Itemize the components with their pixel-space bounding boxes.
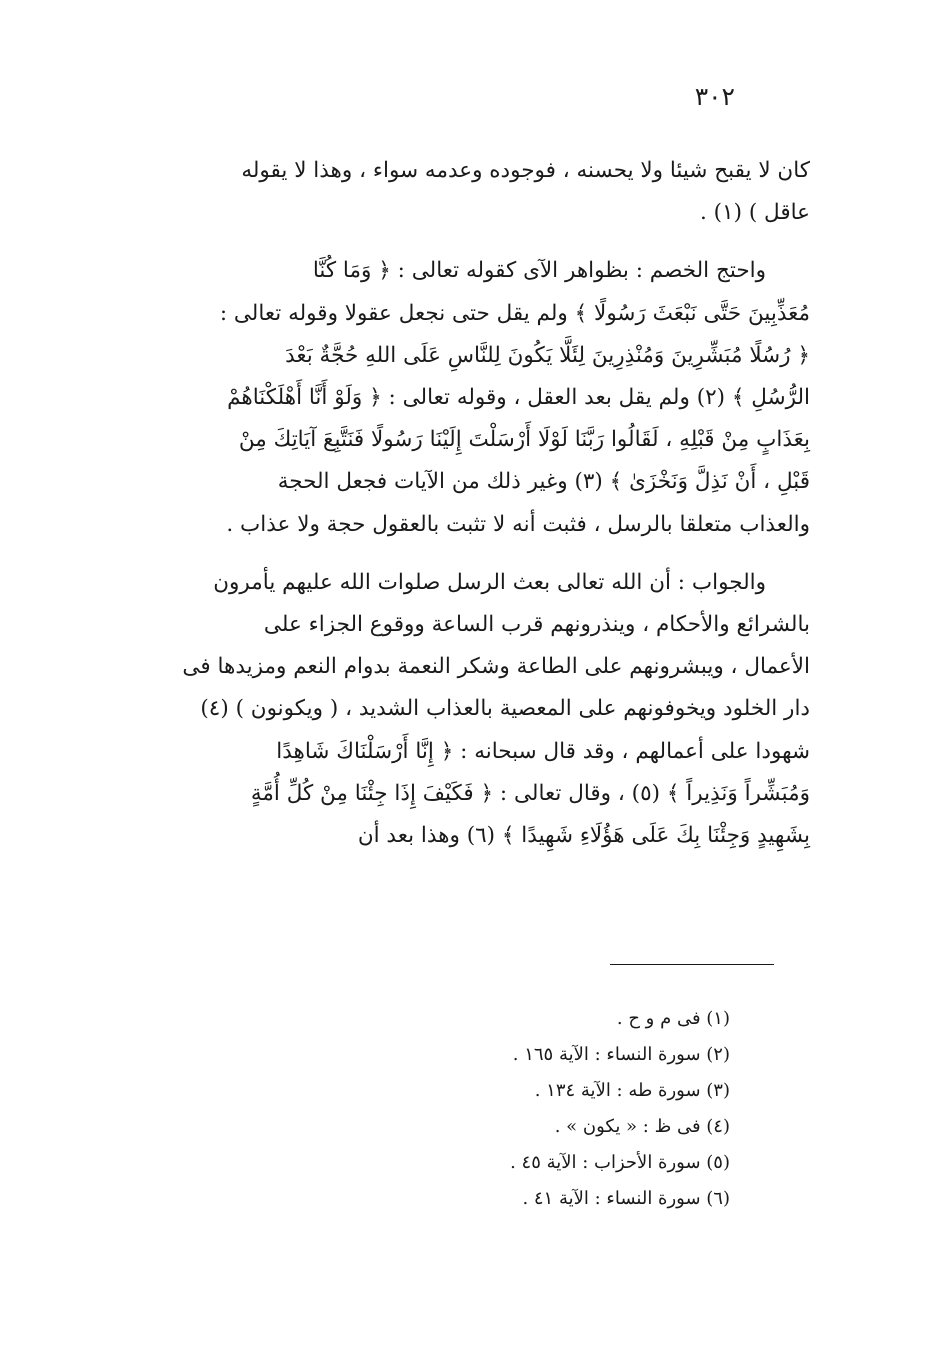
paragraph-3 [130,562,810,857]
text-line: الأعمال ، ويبشرونهم على الطاعة وشكر النعمة بدوام النعم ومزيدها فى [182,654,810,680]
footnote-2: (٢) سورة النساء : الآية ١٦٥ . [512,1044,730,1065]
footnote-5: (٥) سورة الأحزاب : الآية ٤٥ . [510,1152,730,1173]
text-line: دار الخلود ويخوفونهم على المعصية بالعذاب الشديد ، ( ويكونون ) (٤) [200,696,810,722]
footnote-separator [610,964,774,965]
footnote-1: (١) فى م و ح . [616,1008,730,1029]
text-line: بِشَهِيدٍ وَجِئْنَا بِكَ عَلَى هَؤُلَاءِ شَهِيدًا ﴾ (٦) وهذا بعد أن [357,823,810,849]
text-line: ﴿ رُسُلًا مُبَشِّرِينَ وَمُنْذِرِينَ لِئَلَّا يَكُونَ لِلنَّاسِ عَلَى اللهِ حُجَّةٌ بَعْدَ [285,342,810,368]
footnotes-list [510,1001,730,1217]
text-line: قَبْلِ ، أَنْ نَذِلَّ وَنَخْزَىٰ ﴾ (٣) وغير ذلك من الآيات فجعل الحجة [277,469,810,495]
paragraph-2 [130,250,810,545]
text-line: مُعَذِّبِينَ حَتَّى نَبْعَثَ رَسُولًا ﴾ ولم يقل حتى نجعل عقولا وقوله تعالى : [219,300,810,326]
text-line: واحتج الخصم : بظواهر الآى كقوله تعالى : ﴿ وَمَا كُنَّا [312,258,766,284]
text-line: الرُّسُلِ ﴾ (٢) ولم يقل بعد العقل ، وقوله تعالى : ﴿ وَلَوْ أَنَّا أَهْلَكْنَاهُمْ [227,385,810,411]
paragraph-1 [130,150,810,234]
page-number: ٣٠٢ [694,82,735,111]
footnote-6: (٦) سورة النساء : الآية ٤١ . [522,1188,730,1209]
text-line: وَمُبَشِّراً وَنَذِيراً ﴾ (٥) ، وقال تعالى : ﴿ فَكَيْفَ إِذَا جِئْنَا مِنْ كُلِّ أُمَّةٍ [250,780,810,806]
text-line: عاقل ) (١) . [699,200,810,226]
text-line: والعذاب متعلقا بالرسل ، فثبت أنه لا تثبت بالعقول حجة ولا عذاب . [226,511,810,537]
text-line: بِعَذَابٍ مِنْ قَبْلِهِ ، لَقَالُوا رَبَّنَا لَوْلَا أَرْسَلْتَ إِلَيْنَا رَسُولًا فَنَتَّبِعَ آيَاتِكَ مِنْ [238,427,810,453]
text-line: شهودا على أعمالهم ، وقد قال سبحانه : ﴿ إِنَّا أَرْسَلْنَاكَ شَاهِدًا [276,738,810,764]
footnote-4: (٤) فى ظ : « يكون » . [554,1116,730,1137]
text-line: كان لا يقبح شيئا ولا يحسنه ، فوجوده وعدمه سواء ، وهذا لا يقوله [241,158,810,183]
footnote-3: (٣) سورة طه : الآية ١٣٤ . [534,1080,730,1101]
text-line: بالشرائع والأحكام ، وينذرونهم قرب الساعة ووقوع الجزاء على [263,612,810,638]
text-line: والجواب : أن الله تعالى بعث الرسل صلوات الله عليهم يأمرون [213,569,766,595]
main-text [130,150,810,873]
